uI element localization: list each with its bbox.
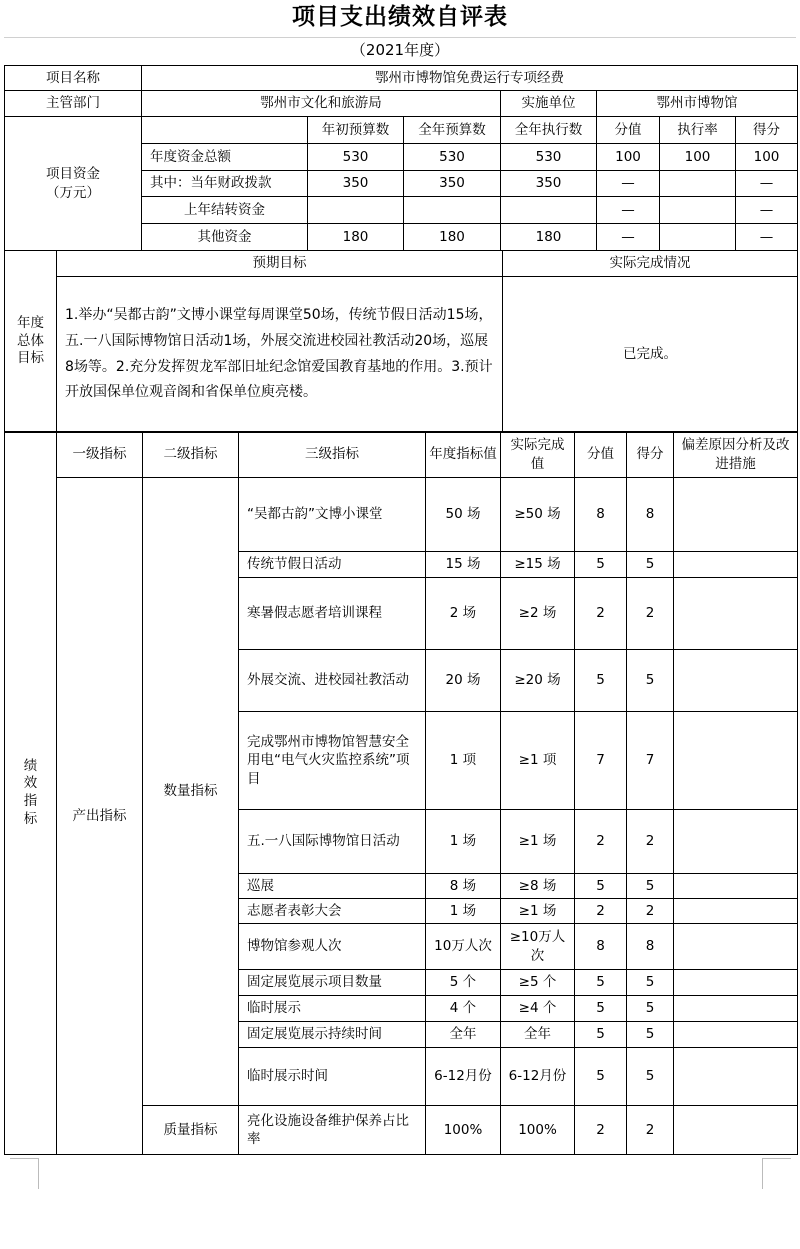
- indicator-score: 2: [627, 899, 674, 924]
- indicator-deviation: [674, 712, 798, 810]
- unit-label: 实施单位: [501, 91, 597, 117]
- goals-label-line: 总体: [17, 332, 44, 349]
- funds-cell: —: [597, 224, 660, 251]
- funds-cell: 530: [404, 144, 501, 171]
- header-target: 年度指标值: [426, 432, 501, 478]
- indicator-value: 7: [575, 712, 627, 810]
- indicator-name: 固定展览展示持续时间: [239, 1022, 426, 1048]
- indicator-value: 2: [575, 899, 627, 924]
- indicator-deviation: [674, 970, 798, 996]
- funds-cell: [660, 171, 736, 197]
- project-name-value: 鄂州市博物馆免费运行专项经费: [142, 66, 798, 91]
- performance-label-char: 绩: [23, 757, 38, 774]
- funds-cell: —: [736, 171, 798, 197]
- indicator-actual: ≥5 个: [501, 970, 575, 996]
- header-level2: 二级指标: [143, 432, 239, 478]
- indicator-score: 5: [627, 874, 674, 899]
- indicator-name: 外展交流、进校园社教活动: [239, 650, 426, 712]
- performance-label-char: 标: [23, 810, 38, 827]
- actual-result-header: 实际完成情况: [503, 251, 798, 277]
- goals-table: [4, 250, 798, 433]
- indicator-actual: ≥10万人次: [501, 924, 575, 970]
- indicator-deviation: [674, 924, 798, 970]
- indicator-actual: 6-12月份: [501, 1048, 575, 1106]
- performance-table: [4, 431, 798, 1155]
- performance-label-char: 指: [23, 793, 38, 809]
- funds-header: 分值: [597, 117, 660, 144]
- funds-cell: —: [597, 197, 660, 224]
- funds-row-label: 年度资金总额: [142, 144, 308, 171]
- funds-cell: 180: [501, 224, 597, 251]
- funds-cell: —: [597, 171, 660, 197]
- indicator-score: 8: [627, 478, 674, 552]
- indicator-deviation: [674, 478, 798, 552]
- indicator-name: 临时展示时间: [239, 1048, 426, 1106]
- indicator-target: 2 场: [426, 578, 501, 650]
- indicator-deviation: [674, 1048, 798, 1106]
- funds-cell: —: [736, 197, 798, 224]
- report-year: （2021年度）: [350, 41, 450, 59]
- funds-row-label: 上年结转资金: [142, 197, 308, 224]
- performance-label: [5, 432, 57, 1155]
- funds-cell: 180: [308, 224, 404, 251]
- indicator-deviation: [674, 1022, 798, 1048]
- indicator-deviation: [674, 552, 798, 578]
- level2-quantity: 数量指标: [143, 478, 239, 1106]
- indicator-score: 5: [627, 1022, 674, 1048]
- funds-label-line: 项目资金: [46, 166, 100, 183]
- indicator-name: 博物馆参观人次: [239, 924, 426, 970]
- info-funds-table: [4, 65, 798, 251]
- indicator-value: 2: [575, 578, 627, 650]
- indicator-target: 1 场: [426, 899, 501, 924]
- indicator-name: 巡展: [239, 874, 426, 899]
- indicator-target: 8 场: [426, 874, 501, 899]
- indicator-value: 5: [575, 970, 627, 996]
- indicator-actual: 全年: [501, 1022, 575, 1048]
- funds-header-blank: [142, 117, 308, 144]
- funds-cell: 350: [308, 171, 404, 197]
- funds-cell: 530: [501, 144, 597, 171]
- indicator-deviation: [674, 810, 798, 874]
- indicator-actual: 100%: [501, 1106, 575, 1155]
- indicator-value: 8: [575, 478, 627, 552]
- page-title: 项目支出绩效自评表: [292, 3, 508, 30]
- indicator-actual: ≥1 场: [501, 810, 575, 874]
- funds-row-label: 其他资金: [142, 224, 308, 251]
- header-score-value: 分值: [575, 432, 627, 478]
- funds-cell: 100: [597, 144, 660, 171]
- indicator-deviation: [674, 1106, 798, 1155]
- level2-quality: 质量指标: [143, 1106, 239, 1155]
- funds-row-label: 其中：当年财政拨款: [142, 171, 308, 197]
- expected-goal-text: 1.举办“吴都古韵”文博小课堂每周课堂50场，传统节假日活动15场，五.一八国际博物馆日活动1场，外展交流进校园社教活动20场，巡展8场等。2.充分发挥贺龙军部旧址纪念馆爱国教育基地的作用。3.预计开放国保单位观音阁和省保单位庾亮楼。: [57, 277, 503, 433]
- funds-cell: [660, 224, 736, 251]
- funds-cell: [308, 197, 404, 224]
- indicator-target: 全年: [426, 1022, 501, 1048]
- indicator-score: 5: [627, 1048, 674, 1106]
- indicator-score: 2: [627, 810, 674, 874]
- indicator-score: 5: [627, 996, 674, 1022]
- indicator-name: “吴都古韵”文博小课堂: [239, 478, 426, 552]
- header-level3: 三级指标: [239, 432, 426, 478]
- indicator-actual: ≥1 场: [501, 899, 575, 924]
- indicator-value: 5: [575, 650, 627, 712]
- indicator-score: 5: [627, 552, 674, 578]
- indicator-name: 志愿者表彰大会: [239, 899, 426, 924]
- funds-cell: 180: [404, 224, 501, 251]
- indicator-actual: ≥4 个: [501, 996, 575, 1022]
- indicator-target: 100%: [426, 1106, 501, 1155]
- goals-label-line: 目标: [17, 350, 44, 367]
- indicator-name: 临时展示: [239, 996, 426, 1022]
- header-actual: 实际完成值: [501, 432, 575, 478]
- indicator-name: 亮化设施设备维护保养占比率: [239, 1106, 426, 1155]
- indicator-deviation: [674, 874, 798, 899]
- funds-label-line: （万元）: [46, 184, 100, 201]
- indicator-value: 8: [575, 924, 627, 970]
- indicator-score: 5: [627, 970, 674, 996]
- indicator-target: 1 场: [426, 810, 501, 874]
- funds-cell: [660, 197, 736, 224]
- actual-result-text: 已完成。: [503, 277, 798, 433]
- funds-cell: 350: [404, 171, 501, 197]
- indicator-actual: ≥20 场: [501, 650, 575, 712]
- funds-cell: 350: [501, 171, 597, 197]
- header-level1: 一级指标: [57, 432, 143, 478]
- funds-header: 全年执行数: [501, 117, 597, 144]
- indicator-actual: ≥8 场: [501, 874, 575, 899]
- indicator-deviation: [674, 650, 798, 712]
- page-corner-mark-right: [762, 1158, 791, 1189]
- funds-cell: [501, 197, 597, 224]
- indicator-target: 10万人次: [426, 924, 501, 970]
- funds-cell: 100: [736, 144, 798, 171]
- indicator-value: 5: [575, 1048, 627, 1106]
- indicator-value: 5: [575, 874, 627, 899]
- indicator-score: 5: [627, 650, 674, 712]
- funds-header: 执行率: [660, 117, 736, 144]
- indicator-score: 7: [627, 712, 674, 810]
- page-corner-mark-left: [10, 1158, 39, 1189]
- indicator-actual: ≥15 场: [501, 552, 575, 578]
- indicator-value: 2: [575, 1106, 627, 1155]
- indicator-target: 50 场: [426, 478, 501, 552]
- indicator-deviation: [674, 996, 798, 1022]
- dept-value: 鄂州市文化和旅游局: [142, 91, 501, 117]
- level1-output: 产出指标: [57, 478, 143, 1155]
- expected-goal-header: 预期目标: [57, 251, 503, 277]
- indicator-actual: ≥50 场: [501, 478, 575, 552]
- indicator-score: 2: [627, 1106, 674, 1155]
- funds-cell: —: [736, 224, 798, 251]
- header-score: 得分: [627, 432, 674, 478]
- indicator-deviation: [674, 899, 798, 924]
- indicator-deviation: [674, 578, 798, 650]
- project-name-label: 项目名称: [5, 66, 142, 91]
- goals-label-line: 年度: [17, 315, 44, 332]
- funds-cell: [404, 197, 501, 224]
- performance-label-char: 效: [23, 775, 38, 792]
- funds-label: [5, 117, 142, 251]
- unit-value: 鄂州市博物馆: [597, 91, 798, 117]
- indicator-target: 20 场: [426, 650, 501, 712]
- funds-cell: 530: [308, 144, 404, 171]
- header-deviation: 偏差原因分析及改进措施: [674, 432, 798, 478]
- funds-header: 全年预算数: [404, 117, 501, 144]
- indicator-target: 6-12月份: [426, 1048, 501, 1106]
- indicator-target: 5 个: [426, 970, 501, 996]
- indicator-target: 1 项: [426, 712, 501, 810]
- indicator-value: 5: [575, 1022, 627, 1048]
- indicator-actual: ≥1 项: [501, 712, 575, 810]
- indicator-name: 传统节假日活动: [239, 552, 426, 578]
- indicator-score: 2: [627, 578, 674, 650]
- indicator-name: 寒暑假志愿者培训课程: [239, 578, 426, 650]
- dept-label: 主管部门: [5, 91, 142, 117]
- indicator-target: 4 个: [426, 996, 501, 1022]
- indicator-actual: ≥2 场: [501, 578, 575, 650]
- indicator-value: 5: [575, 996, 627, 1022]
- goals-label: [5, 251, 57, 433]
- funds-header: 得分: [736, 117, 798, 144]
- indicator-name: 五.一八国际博物馆日活动: [239, 810, 426, 874]
- indicator-target: 15 场: [426, 552, 501, 578]
- indicator-score: 8: [627, 924, 674, 970]
- indicator-name: 固定展览展示项目数量: [239, 970, 426, 996]
- indicator-name: 完成鄂州市博物馆智慧安全用电“电气火灾监控系统”项目: [239, 712, 426, 810]
- indicator-value: 5: [575, 552, 627, 578]
- funds-cell: 100: [660, 144, 736, 171]
- indicator-value: 2: [575, 810, 627, 874]
- funds-header: 年初预算数: [308, 117, 404, 144]
